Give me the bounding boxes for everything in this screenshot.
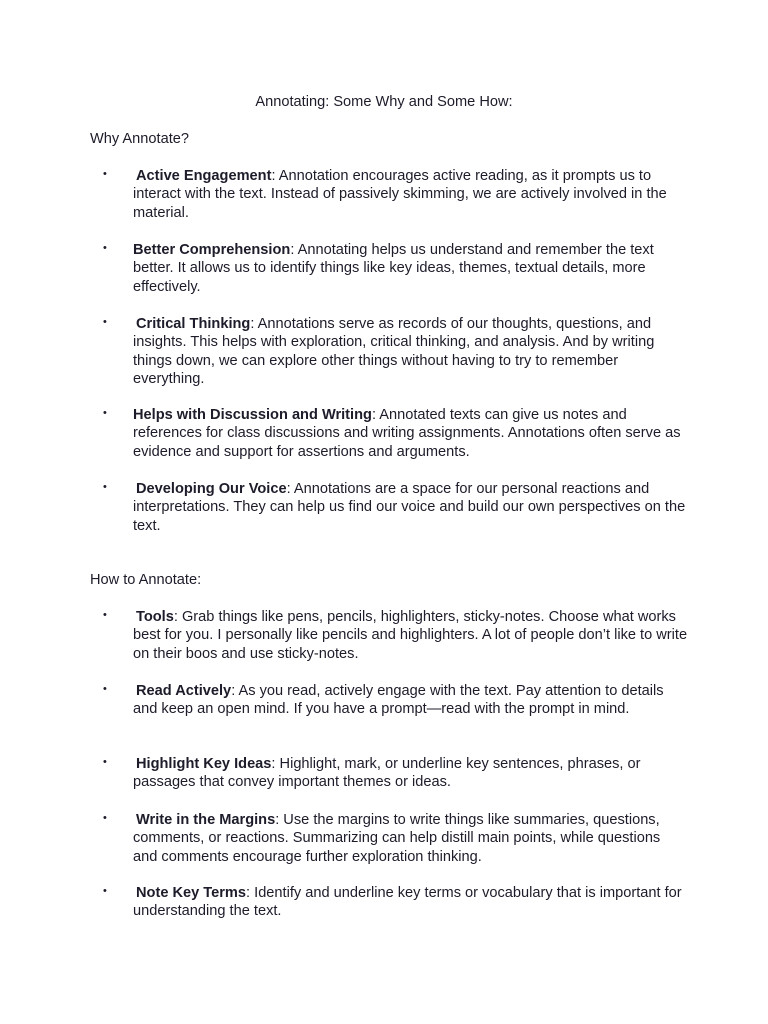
bullet-icon: • [103,756,107,768]
bullet-icon: • [103,168,107,180]
list-item [103,406,688,461]
bullet-icon: • [103,316,107,328]
list-item [103,608,688,663]
item-term: Read Actively [136,683,232,699]
section-heading-how: How to Annotate: [90,572,202,588]
bullet-icon: • [103,683,107,695]
item-text: : As you read, actively engage with the text. Pay attention to details and keep an open mind. If you have a prompt—read with the prompt in mind. [133,683,664,718]
bullet-icon: • [103,609,107,621]
item-text: : Annotations serve as records of our thoughts, questions, and insights. This helps with exploration, critical thinking, and analysis. And by writing things down, we can explore other things without having to try to remember everything. [133,316,655,387]
list-item [103,755,688,792]
item-term: Helps with Discussion and Writing [133,407,372,423]
bullet-icon: • [103,407,107,419]
section-heading-why: Why Annotate? [90,131,189,147]
item-term: Note Key Terms [136,885,247,901]
item-text: : Identify and underline key terms or vocabulary that is important for understanding the text. [133,885,682,920]
bullet-icon: • [103,885,107,897]
bullet-icon: • [103,242,107,254]
list-item [103,884,688,921]
item-text: : Annotating helps us understand and remember the text better. It allows us to identify things like key ideas, themes, textual details, more effectively. [133,242,654,295]
item-text: : Use the margins to write things like summaries, questions, comments, or reactions. Summarizing can help distill main points, while questions and comments encourage further exploration thinking. [133,812,661,865]
page-title: Annotating: Some Why and Some How: [255,94,513,110]
item-term: Tools [136,609,174,625]
item-term: Write in the Margins [136,812,276,828]
item-text: : Annotations are a space for our personal reactions and interpretations. They can help us find our voice and build our own perspectives on the text. [133,481,686,534]
bullet-icon: • [103,481,107,493]
item-text: : Highlight, mark, or underline key sentences, phrases, or passages that convey important themes or ideas. [133,756,641,791]
item-term: Critical Thinking [136,316,251,332]
item-term: Developing Our Voice [136,481,287,497]
item-text: : Annotation encourages active reading, as it prompts us to interact with the text. Instead of passively skimming, we are actively involved in the material. [133,168,667,221]
item-term: Better Comprehension [133,242,291,258]
list-item [103,167,688,222]
bullet-icon: • [103,812,107,824]
item-text: : Annotated texts can give us notes and references for class discussions and writing assignments. Annotations often serve as evidence and support for assertions and arguments. [133,407,681,460]
list-item [103,315,688,388]
list-item [103,682,688,719]
list-item [103,241,688,296]
item-text: : Grab things like pens, pencils, highlighters, sticky-notes. Choose what works best for you. I personally like pencils and highlighters. A lot of people don’t like to write on their boos and use sticky-notes. [133,609,688,662]
list-item [103,480,688,535]
item-term: Active Engagement [136,168,272,184]
list-item [103,811,688,866]
item-term: Highlight Key Ideas [136,756,272,772]
